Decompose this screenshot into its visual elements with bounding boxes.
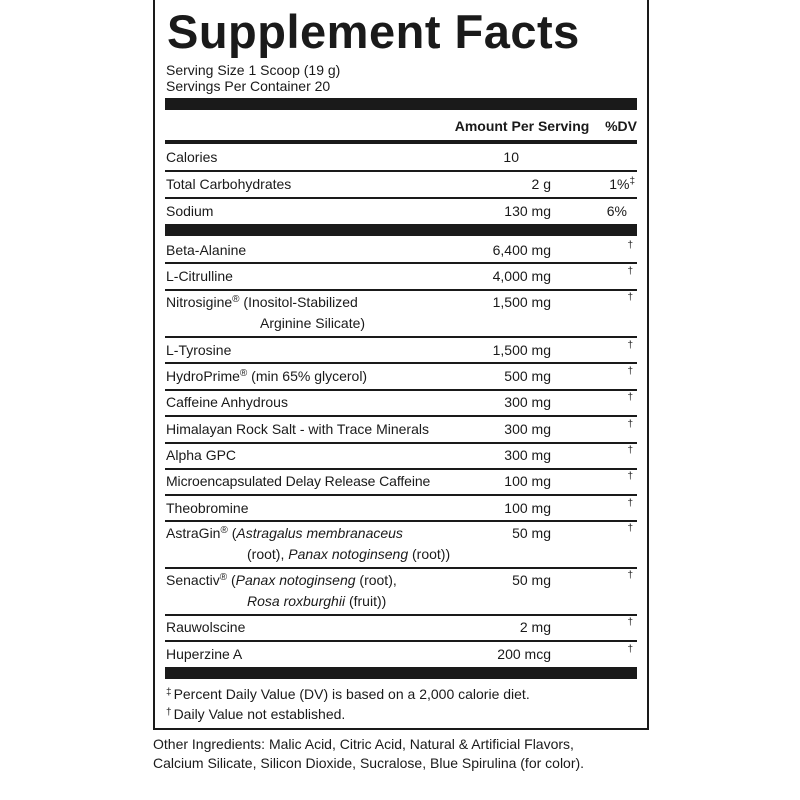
ingredient-amount: 300 mg (504, 394, 551, 410)
row-divider (165, 362, 637, 364)
servings-per-container: Servings Per Container 20 (166, 78, 331, 94)
ingredient-description: Rosa roxburghii (fruit)) (247, 593, 387, 609)
dagger-mark: † (627, 445, 633, 456)
row-divider (165, 289, 637, 291)
medium-divider (165, 140, 637, 144)
ingredient-amount: 200 mcg (497, 646, 551, 662)
ingredient-name: Nitrosigine® (Inositol-Stabilized (166, 294, 358, 310)
ingredient-name: Senactiv® (Panax notoginseng (root), (166, 572, 397, 588)
ingredient-name: Huperzine A (166, 646, 243, 662)
row-divider (165, 640, 637, 642)
ingredient-amount: 6,400 mg (492, 242, 551, 258)
registered-mark: ® (219, 572, 228, 583)
row-divider (165, 468, 637, 470)
row-divider (165, 415, 637, 417)
registered-mark: ® (220, 525, 228, 536)
ingredient-name: Beta-Alanine (166, 242, 247, 258)
footnote-dv: ‡ Percent Daily Value (DV) is based on a 2,000 calorie diet. (166, 686, 530, 702)
double-dagger-mark: ‡ (629, 176, 635, 187)
ingredient-amount: 300 mg (504, 447, 551, 463)
row-divider (165, 170, 637, 172)
row-divider (165, 442, 637, 444)
serving-size: Serving Size 1 Scoop (19 g) (166, 62, 341, 78)
dagger-mark: † (627, 523, 633, 534)
ingredient-name: HydroPrime® (min 65% glycerol) (166, 368, 368, 384)
ingredient-name: Microencapsulated Delay Release Caffeine (166, 473, 431, 489)
thick-divider (165, 224, 637, 236)
other-ingredients: Other Ingredients: Malic Acid, Citric Acid, Natural & Artificial Flavors, Calcium Silicate, Silicon Dioxide, Sucralose, Blue Spirulina (for color). (153, 736, 585, 771)
dagger-mark: † (627, 471, 633, 482)
ingredient-name: L-Tyrosine (166, 342, 232, 358)
dagger-mark: † (627, 644, 633, 655)
ingredient-name: Theobromine (166, 500, 249, 516)
nutrient-dv: 1%‡ (609, 176, 635, 192)
ingredient-name: L-Citrulline (166, 268, 233, 284)
ingredient-name: AstraGin® (Astragalus membranaceus (166, 525, 403, 541)
ingredient-amount: 300 mg (504, 421, 551, 437)
dagger-mark: † (627, 570, 633, 581)
ingredient-amount: 100 mg (504, 473, 551, 489)
ingredient-amount: 50 mg (512, 572, 551, 588)
thick-divider (165, 98, 637, 110)
ingredient-name: Himalayan Rock Salt - with Trace Minerals (166, 421, 429, 437)
thick-divider (165, 667, 637, 679)
ingredient-name: Alpha GPC (166, 447, 237, 463)
footnote-not-established: † Daily Value not established. (166, 706, 346, 722)
row-divider (165, 614, 637, 616)
nutrient-name: Total Carbohydrates (166, 176, 292, 192)
dagger-mark: † (627, 498, 633, 509)
amount-per-serving-header: Amount Per Serving (454, 118, 590, 134)
ingredient-amount: 100 mg (504, 500, 551, 516)
row-divider (165, 262, 637, 264)
row-divider (165, 520, 637, 522)
ingredient-amount: 2 mg (519, 619, 551, 635)
nutrient-amount: 10 (503, 149, 519, 165)
dagger-mark: † (627, 240, 633, 251)
dagger-mark: † (627, 392, 633, 403)
row-divider (165, 336, 637, 338)
nutrient-name: Sodium (166, 203, 214, 219)
row-divider (165, 567, 637, 569)
nutrient-amount: 130 mg (504, 203, 551, 219)
ingredient-name: Rauwolscine (166, 619, 246, 635)
dagger-mark: † (627, 366, 633, 377)
row-divider (165, 197, 637, 199)
row-divider (165, 389, 637, 391)
nutrient-name: Calories (166, 149, 218, 165)
panel-title: Supplement Facts (167, 5, 580, 58)
dagger-mark: † (627, 266, 633, 277)
nutrient-amount: 2 g (531, 176, 551, 192)
ingredient-description: (root), Panax notoginseng (root)) (247, 546, 451, 562)
ingredient-description: Arginine Silicate) (260, 315, 366, 331)
nutrient-dv: 6% (606, 203, 627, 219)
registered-mark: ® (239, 368, 248, 379)
supplement-facts-panel (153, 0, 649, 730)
column-header (455, 118, 637, 134)
dv-header: %DV (605, 118, 637, 134)
dagger-mark: † (627, 292, 633, 303)
registered-mark: ® (232, 294, 240, 305)
ingredient-amount: 1,500 mg (492, 342, 551, 358)
dagger-mark: † (627, 617, 633, 628)
ingredient-amount: 1,500 mg (492, 294, 551, 310)
ingredient-amount: 500 mg (504, 368, 551, 384)
row-divider (165, 494, 637, 496)
ingredient-name: Caffeine Anhydrous (166, 394, 288, 410)
ingredient-amount: 50 mg (512, 525, 551, 541)
ingredient-amount: 4,000 mg (492, 268, 551, 284)
dagger-mark: † (627, 419, 633, 430)
dagger-mark: † (627, 340, 633, 351)
